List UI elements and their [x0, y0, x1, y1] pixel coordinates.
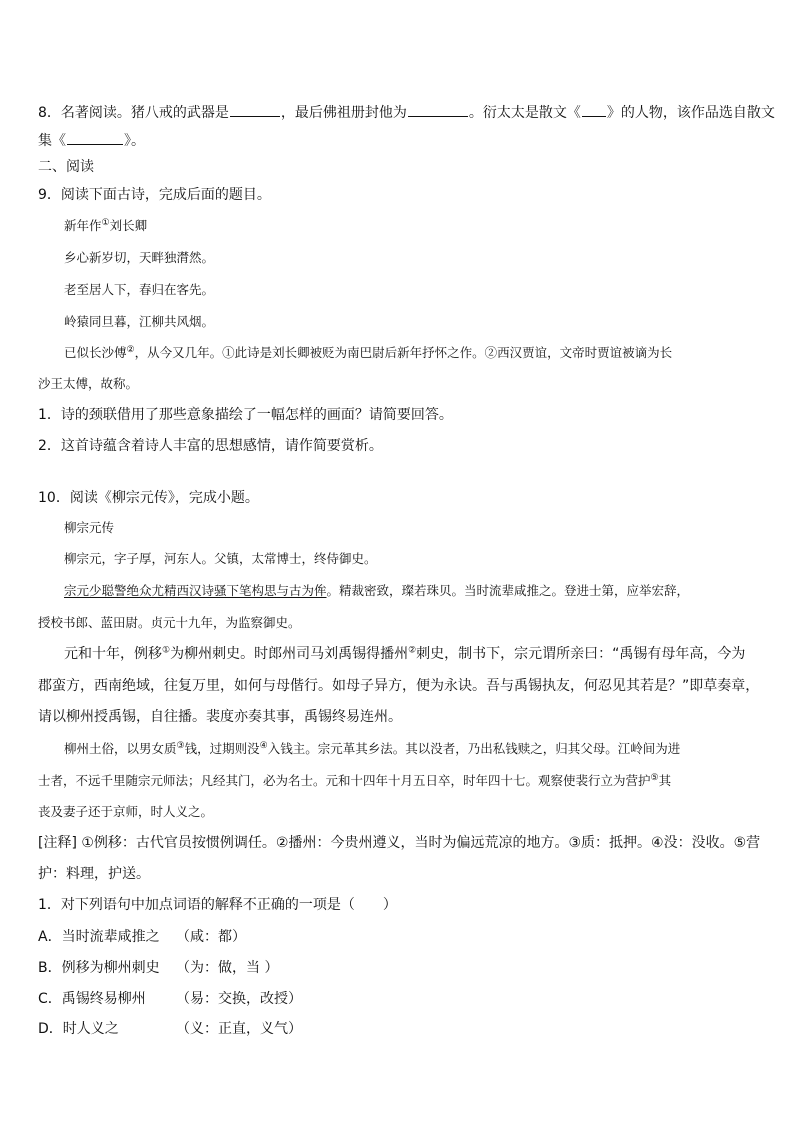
passage-text: 。精裁密致，璨若珠贝。当时流辈咸推之。登进士第，应举宏辞，	[326, 583, 690, 598]
passage-text: 柳州土俗，以男女质	[64, 741, 177, 756]
underlined-sentence: 宗元少聪警绝众尤精西汉诗骚下笔构思与古为侔	[64, 583, 327, 598]
q8-text: 。衍太太是散文《	[468, 105, 581, 121]
passage-text: 为柳州刺史。时郎州司马刘禹锡得播州	[170, 646, 409, 662]
q8-text: 》。	[124, 133, 145, 149]
answer-blank[interactable]	[582, 104, 606, 117]
passage-title: 柳宗元传	[64, 520, 115, 535]
passage-text: 刺史，制书下，宗元谓所亲曰：“禹锡有母年高，今为	[416, 646, 746, 662]
passage-text: 其	[658, 773, 672, 788]
answer-blank[interactable]	[230, 104, 280, 117]
choice-option-c[interactable]	[38, 990, 302, 1008]
passage-para2-cont: 授校书郎、蓝田尉。贞元十九年，为监察御史。	[38, 615, 301, 630]
q8-line2	[38, 132, 145, 150]
passage-text: 入钱主。宗元革其乡法。其以没者，乃出私钱赎之，归其父母。江岭间为进	[267, 741, 681, 756]
answer-blank[interactable]	[67, 132, 123, 145]
option-gloss: （咸：都）	[176, 929, 246, 945]
passage-text: 钱，过期则没	[184, 741, 260, 756]
q8-text: 8．名著阅读。猪八戒的武器是	[38, 105, 229, 121]
passage-para3-cont2: 请以柳州授禹锡，自往播。裴度亦奏其事，禹锡终易连州。	[38, 709, 402, 725]
passage-para1: 柳宗元，字子厚，河东人。父镇，太常博士，终侍御史。	[64, 551, 377, 566]
option-label: A．当时流辈咸推之	[38, 929, 160, 945]
poem-text: 已似长沙傅	[64, 345, 127, 360]
poem-text: ，从今又几年。①此诗是刘长卿被贬为南巴尉后新年抒怀之作。②西汉贾谊，文帝时贾谊被谪为长	[134, 345, 673, 360]
passage-para2	[64, 582, 689, 600]
option-label: B．例移为柳州刺史	[38, 960, 160, 976]
choice-option-b[interactable]	[38, 959, 278, 977]
poem-line: 老至居人下，春归在客先。	[64, 282, 215, 297]
footnote-mark: ③	[176, 740, 185, 751]
poem-title: 新年作	[64, 218, 102, 233]
poem-line: 乡心新岁切，天畔独潸然。	[64, 250, 215, 265]
choice-option-a[interactable]	[38, 928, 246, 946]
passage-para4	[64, 740, 680, 758]
footnote-mark: ①	[101, 217, 110, 228]
choice-option-d[interactable]	[38, 1020, 302, 1038]
annotation-line2: 护：料理，护送。	[38, 866, 150, 882]
passage-text: 士者，不远千里随宗元师法；凡经其门，必为名士。元和十四年十月五日卒，时年四十七。观察使裴行立为营护	[38, 773, 651, 788]
q10-prompt: 10．阅读《柳宗元传》，完成小题。	[38, 490, 259, 506]
footnote-mark: ①	[162, 645, 171, 656]
q8-text: ，最后佛祖册封他为	[280, 105, 407, 121]
option-gloss: （义：正直，义气）	[176, 1021, 302, 1037]
passage-para4-cont1	[38, 772, 671, 790]
passage-text: 元和十年，例移	[64, 646, 162, 662]
poem-title-line	[64, 217, 147, 235]
footnote-mark: ④	[259, 740, 268, 751]
answer-blank[interactable]	[408, 104, 468, 117]
annotation-line1: [注释] ①例移：古代官员按惯例调任。②播州：今贵州遵义，当时为偏远荒凉的地方。③质：抵押。④没：没收。⑤营	[38, 835, 761, 851]
q9-sub2: 2．这首诗蕴含着诗人丰富的思想感情，请作简要赏析。	[38, 438, 383, 454]
poem-line: 岭猿同旦暮，江柳共风烟。	[64, 314, 215, 329]
footnote-mark: ②	[408, 645, 417, 656]
q8-text: 》的人物，该作品选自散文	[606, 105, 775, 121]
passage-para3	[64, 645, 745, 663]
q8-line1	[38, 104, 775, 122]
poem-author: 刘长卿	[109, 218, 148, 233]
q10-sub1: 1．对下列语句中加点词语的解释不正确的一项是（ ）	[38, 897, 397, 913]
passage-para4-cont2: 丧及妻子还于京师，时人义之。	[38, 804, 214, 819]
option-gloss: （易：交换，改授）	[176, 991, 302, 1007]
poem-last-line	[64, 344, 672, 362]
q9-prompt: 9．阅读下面古诗，完成后面的题目。	[38, 187, 271, 203]
q9-sub1: 1．诗的颈联借用了那些意象描绘了一幅怎样的画面？请简要回答。	[38, 407, 453, 423]
option-label: D．时人义之	[38, 1021, 119, 1037]
footnote-mark: ②	[126, 344, 135, 355]
option-label: C．禹锡终易柳州	[38, 991, 146, 1007]
poem-note-cont: 沙王太傅，故称。	[38, 376, 139, 391]
option-gloss: （为：做，当 ）	[176, 960, 279, 976]
section-title: 二、阅读	[38, 159, 94, 175]
passage-para3-cont1: 郡蛮方，西南绝域，往复万里，如何与母偕行。如母子异方，便为永诀。吾与禹锡执友，何忍见其若是？”即草奏章，	[38, 678, 760, 694]
footnote-mark: ⑤	[650, 772, 659, 783]
q8-text: 集《	[38, 133, 66, 149]
